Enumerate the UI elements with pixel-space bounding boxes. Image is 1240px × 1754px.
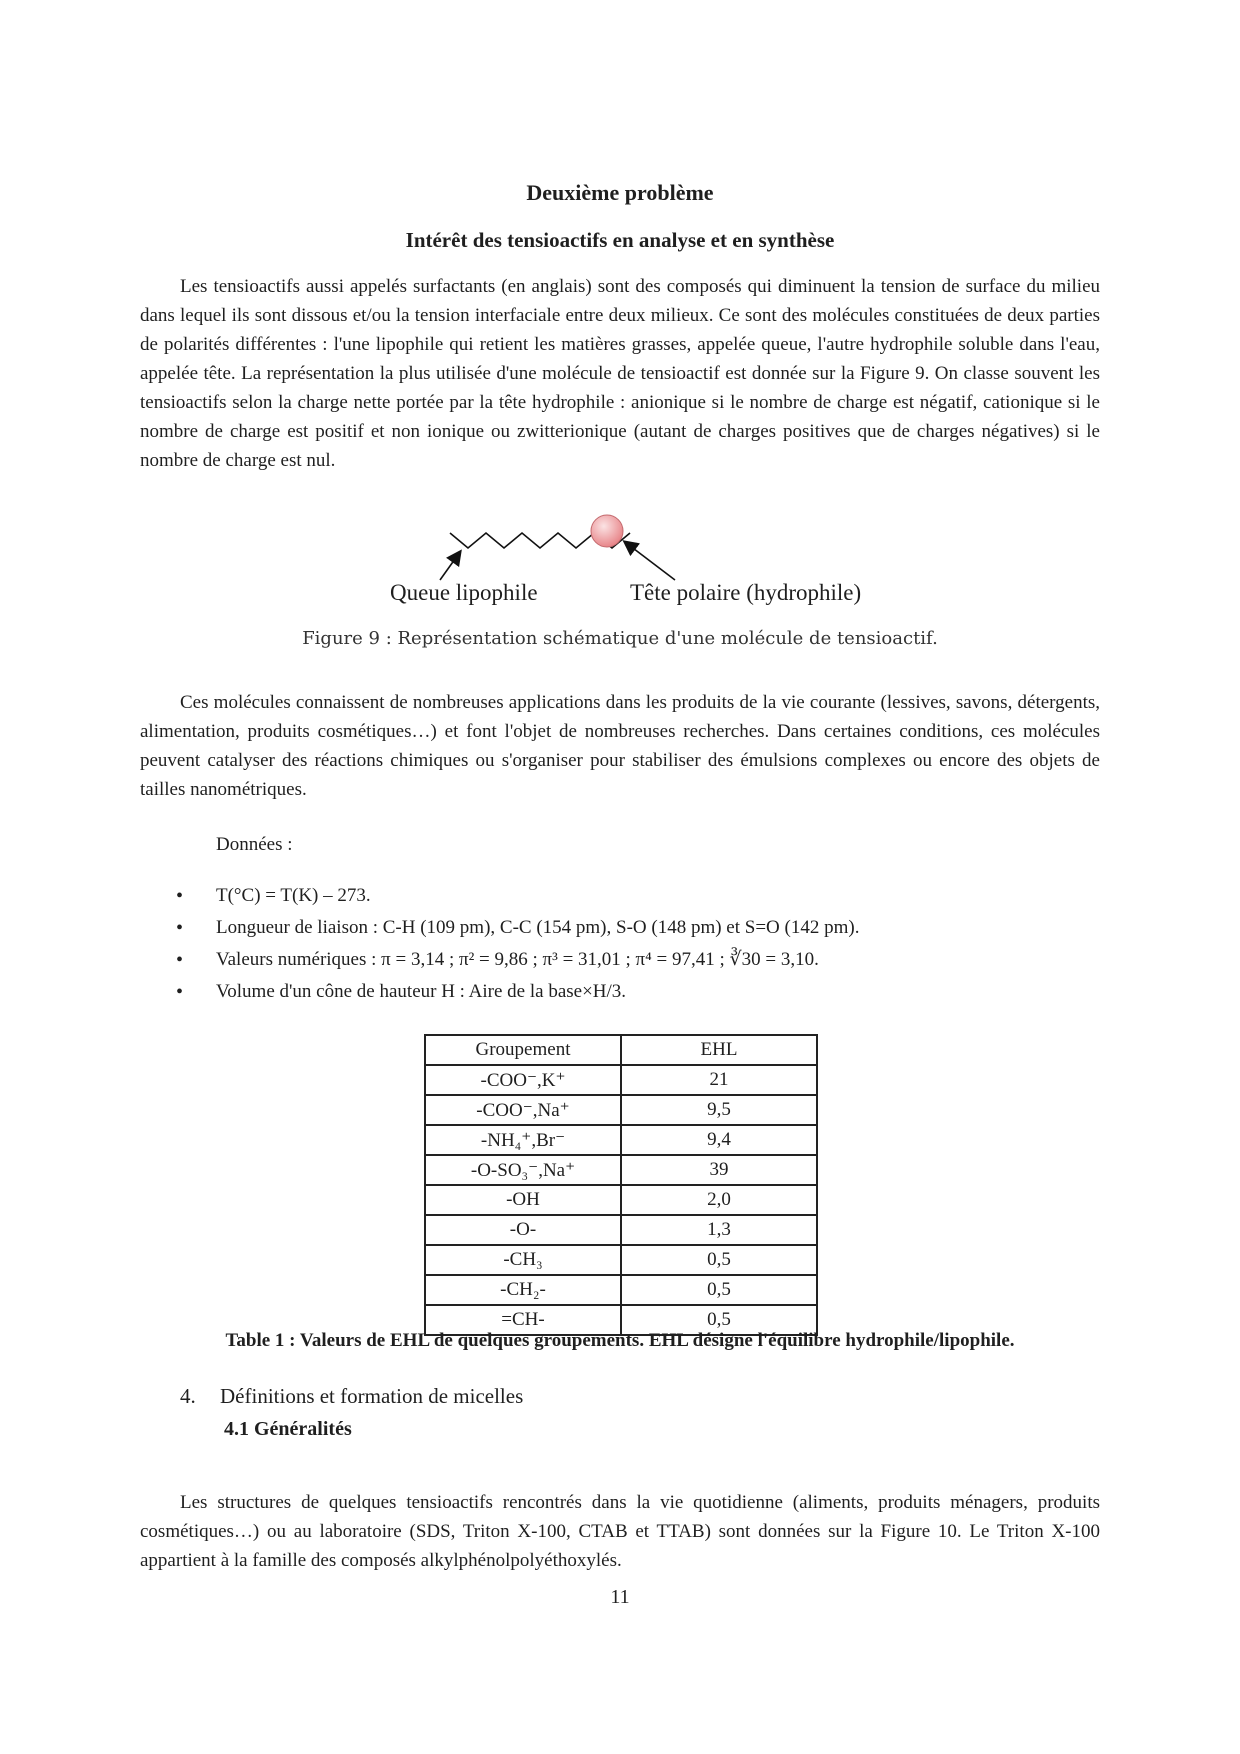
donnees-label: Données : (216, 834, 293, 855)
cell-group: -O- (425, 1215, 621, 1245)
applications-paragraph: Ces molécules connaissent de nombreuses applications dans les produits de la vie courante (lessives, savons, détergents, alimentation, produits cosmétiques…) et font l'objet de nombreuses recherches. Dans certaines conditions, ces molécules peuvent catalyser des réactions chimiques ou s'organiser pour stabiliser des émulsions complexes ou encore des objets de tailles nanométriques. (140, 692, 1100, 800)
column-header-groupement: Groupement (425, 1035, 621, 1065)
section-number: 4. (180, 1384, 196, 1408)
table-row (425, 1095, 817, 1125)
cell-group: -NH₄⁺,Br⁻ (425, 1125, 621, 1155)
table-row (425, 1275, 817, 1305)
data-item: • Valeurs numériques : π = 3,14 ; π² = 9,86 ; π³ = 31,01 ; π⁴ = 97,41 ; ∛30 = 3,10. (176, 944, 859, 976)
cell-ehl: 0,5 (621, 1275, 817, 1305)
section-title: Définitions et formation de micelles (220, 1384, 524, 1408)
table-row (425, 1215, 817, 1245)
head-arrow (625, 542, 675, 580)
data-item: • Volume d'un cône de hauteur H : Aire de la base×H/3. (176, 976, 859, 1008)
ehl-table (424, 1034, 818, 1336)
cell-ehl: 2,0 (621, 1185, 817, 1215)
subsection-heading: 4.1 Généralités (224, 1418, 352, 1440)
cell-ehl: 0,5 (621, 1245, 817, 1275)
cell-ehl: 9,4 (621, 1125, 817, 1155)
generalites-paragraph: Les structures de quelques tensioactifs rencontrés dans la vie quotidienne (aliments, produits ménagers, produits cosmétiques…) ou au laboratoire (SDS, Triton X-100, CTAB et TTAB) sont données sur la Figure 10. Le Triton X-100 appartient à la famille des composés alkylphénolpolyéthoxylés. (140, 1492, 1100, 1571)
cell-group: -OH (425, 1185, 621, 1215)
table-row (425, 1185, 817, 1215)
tail-arrow (440, 552, 460, 580)
problem-subtitle: Intérêt des tensioactifs en analyse et en synthèse (405, 228, 835, 252)
cell-ehl: 21 (621, 1065, 817, 1095)
figure-9 (0, 508, 1240, 638)
cell-group: =CH- (425, 1305, 621, 1335)
cell-group: -CH₂- (425, 1275, 621, 1305)
cell-ehl: 0,5 (621, 1305, 817, 1335)
data-list (176, 880, 859, 1008)
surfactant-diagram (430, 508, 730, 588)
data-item: • T(°C) = T(K) – 273. (176, 880, 859, 912)
intro-paragraph: Les tensioactifs aussi appelés surfactants (en anglais) sont des composés qui diminuent la tension de surface du milieu dans lequel ils sont dissous et/ou la tension interfaciale entre deux milieux. Ce sont des molécules constituées de deux parties de polarités différentes : l'une lipophile qui retient les matières grasses, appelée queue, l'autre hydrophile soluble dans l'eau, appelée tête. La représentation la plus utilisée d'une molécule de tensioactif est donnée sur la Figure 9. On classe souvent les tensioactifs selon la charge nette portée par la tête hydrophile : anionique si le nombre de charge est négatif, cationique si le nombre de charge est positif et non ionique ou zwitterionique (autant de charges positives que de charges négatives) si le nombre de charge est nul. (140, 276, 1100, 471)
tail-label: Queue lipophile (390, 580, 538, 605)
cell-group: -O-SO₃⁻,Na⁺ (425, 1155, 621, 1185)
problem-title: Deuxième problème (526, 180, 714, 205)
table-header-row (425, 1035, 817, 1065)
cell-ehl: 9,5 (621, 1095, 817, 1125)
section-heading (180, 1384, 523, 1409)
page-number: 11 (610, 1586, 630, 1608)
column-header-ehl: EHL (621, 1035, 817, 1065)
cell-group: -CH₃ (425, 1245, 621, 1275)
table-row (425, 1065, 817, 1095)
table-row (425, 1245, 817, 1275)
cell-group: -COO⁻,Na⁺ (425, 1095, 621, 1125)
data-item: • Longueur de liaison : C-H (109 pm), C-C (154 pm), S-O (148 pm) et S=O (142 pm). (176, 912, 859, 944)
cell-ehl: 39 (621, 1155, 817, 1185)
cell-ehl: 1,3 (621, 1215, 817, 1245)
hydrophilic-head (591, 515, 623, 547)
head-label: Tête polaire (hydrophile) (630, 580, 862, 605)
table-caption: Table 1 : Valeurs de EHL de quelques groupements. EHL désigne l'équilibre hydrophile/lipophile. (225, 1330, 1015, 1351)
table-row (425, 1155, 817, 1185)
cell-group: -COO⁻,K⁺ (425, 1065, 621, 1095)
table-row (425, 1125, 817, 1155)
figure-caption: Figure 9 : Représentation schématique d'une molécule de tensioactif. (302, 628, 938, 649)
